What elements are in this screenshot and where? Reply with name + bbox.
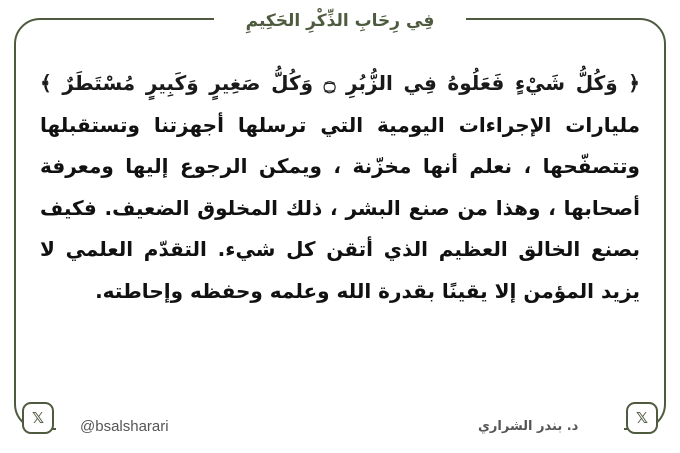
social-handle[interactable]: @bsalsharari [80, 418, 169, 435]
page-title: فِي رِحَابِ الذِّكْرِ الحَكِيمِ [245, 11, 435, 31]
quran-verse: ﴿ وَكُلُّ شَيْءٍ فَعَلُوهُ فِي الزُّبُرِ ۝ وَكُلُّ صَغِيرٍ وَكَبِيرٍ مُسْتَطَرٌ ﴾ [40, 71, 640, 95]
body-text: مليارات الإجراءات اليومية التي ترسلها أجهزتنا وتستقبلها وتتصفّحها ، نعلم أنها مخزّنة ، ويمكن الرجوع إليها ومعرفة أصحابها ، وهذا من صنع البشر ، ذلك المخلوق الضعيف. فكيف بصنع الخالق العظيم الذي أتقن كل شيء. التقدّم العلمي لا يزيد المؤمن إلا يقينًا بقدرة الله وعلمه وحفظه وإحاطته. [40, 112, 640, 303]
x-social-button-right[interactable] [626, 402, 658, 434]
x-social-button-left[interactable] [22, 402, 54, 434]
x-logo-icon: 𝕏 [635, 408, 649, 427]
x-logo-icon: 𝕏 [31, 408, 45, 427]
author-name: د. بندر الشراري [478, 419, 579, 434]
article-body [40, 63, 640, 393]
